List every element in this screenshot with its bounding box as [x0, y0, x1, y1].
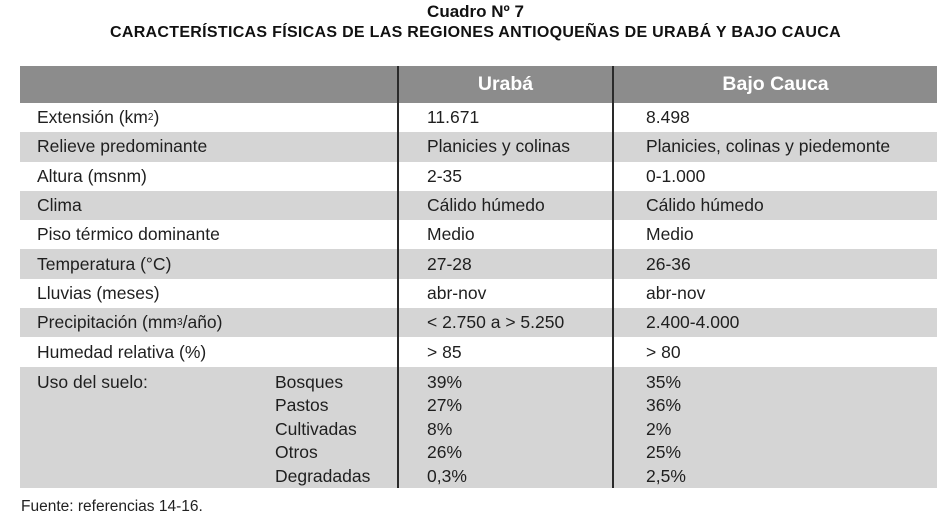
header-bajo-cauca: Bajo Cauca [612, 66, 937, 103]
land-use-label-cell [20, 367, 397, 488]
uraba-value: > 85 [397, 337, 612, 366]
characteristics-table [20, 66, 937, 488]
table-row [20, 279, 937, 308]
bajo-cauca-value: 2,5% [646, 465, 686, 486]
uraba-value: 39% [427, 371, 463, 392]
table-row [20, 308, 937, 337]
row-label: Clima [37, 195, 82, 216]
bajo-cauca-value: 36% [646, 395, 682, 416]
uraba-value: 11.671 [397, 103, 612, 132]
row-label: Humedad relativa (%) [37, 341, 207, 362]
row-label: Extensión (km 2 ) [37, 107, 160, 128]
table-header-row [20, 66, 937, 103]
row-label: Altura (msnm) [37, 165, 147, 186]
land-use-label: Uso del suelo: [37, 371, 148, 392]
uraba-value: 0,3% [427, 465, 467, 486]
bajo-cauca-value: 2% [646, 418, 672, 439]
uraba-value: 27% [427, 395, 463, 416]
uraba-value: < 2.750 a > 5.250 [397, 308, 612, 337]
caption-number: Cuadro Nº 7 [427, 2, 524, 21]
header-empty-cell [20, 66, 397, 103]
land-use-category: Bosques [275, 371, 344, 392]
land-use-category: Otros [275, 442, 318, 463]
land-use-row [20, 367, 937, 488]
row-label: Relieve predominante [37, 136, 208, 157]
caption-title: CARACTERÍSTICAS FÍSICAS DE LAS REGIONES ANTIOQUEÑAS DE URABÁ Y BAJO CAUCA [109, 24, 841, 41]
uraba-value: 26% [427, 442, 463, 463]
land-use-bajo-cauca-cell [612, 367, 937, 488]
uraba-value: abr-nov [397, 279, 612, 308]
bajo-cauca-value: Medio [612, 220, 937, 249]
bajo-cauca-value: 25% [646, 442, 682, 463]
row-label: Piso térmico dominante [37, 224, 220, 245]
bajo-cauca-value: > 80 [612, 337, 937, 366]
bajo-cauca-value: 2.400-4.000 [612, 308, 937, 337]
header-uraba: Urabá [397, 66, 612, 103]
uraba-value: Planicies y colinas [397, 132, 612, 161]
table-row [20, 220, 937, 249]
uraba-value: 8% [427, 418, 453, 439]
table-row [20, 249, 937, 278]
bajo-cauca-value: 35% [646, 371, 682, 392]
uraba-value: 2-35 [397, 162, 612, 191]
bajo-cauca-value: 8.498 [612, 103, 937, 132]
table-row [20, 337, 937, 366]
land-use-category: Degradadas [275, 465, 371, 486]
table-row [20, 191, 937, 220]
row-label: Temperatura (°C) [37, 253, 172, 274]
row-label: Lluvias (meses) [37, 282, 160, 303]
bajo-cauca-value: abr-nov [612, 279, 937, 308]
bajo-cauca-value: 0-1.000 [612, 162, 937, 191]
land-use-uraba-cell [397, 367, 612, 488]
table-row [20, 162, 937, 191]
table-row [20, 132, 937, 161]
row-label: Precipitación (mm 3 /año) [37, 312, 223, 333]
bajo-cauca-value: 26-36 [612, 249, 937, 278]
land-use-category: Cultivadas [275, 418, 357, 439]
source-note: Fuente: referencias 14-16. [21, 498, 203, 515]
land-use-categories [275, 367, 370, 489]
uraba-value: Medio [397, 220, 612, 249]
land-use-category: Pastos [275, 395, 329, 416]
bajo-cauca-value: Planicies, colinas y piedemonte [612, 132, 937, 161]
uraba-value: 27-28 [397, 249, 612, 278]
table-row [20, 103, 937, 132]
uraba-value: Cálido húmedo [397, 191, 612, 220]
bajo-cauca-value: Cálido húmedo [612, 191, 937, 220]
